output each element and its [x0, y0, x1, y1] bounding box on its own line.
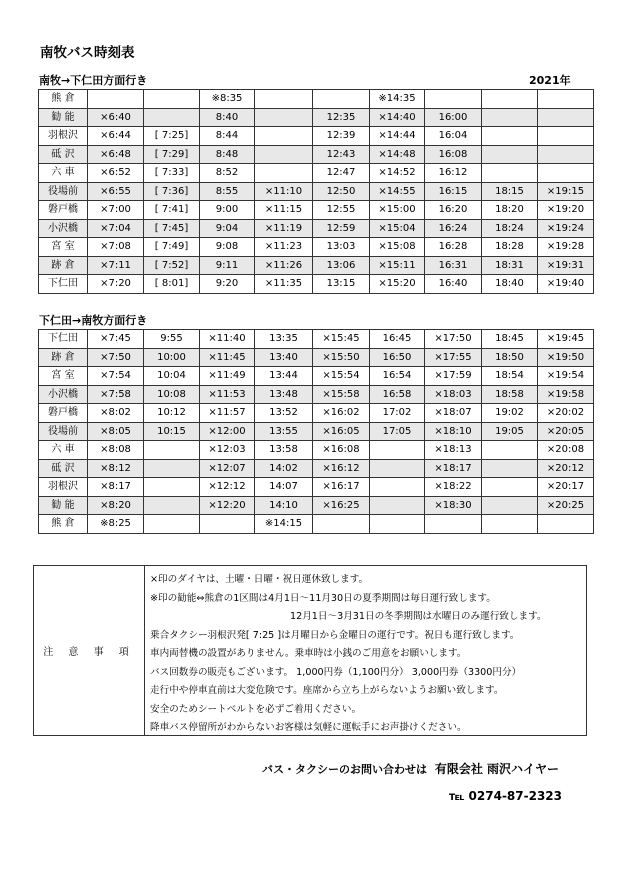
time-cell: ×14:55: [370, 182, 425, 201]
table-row: [39, 256, 594, 275]
time-cell: 18:28: [482, 238, 538, 257]
time-cell: ×19:31: [538, 256, 594, 275]
time-cell: [482, 145, 538, 164]
time-cell: 10:15: [144, 422, 200, 441]
time-cell: ×18:22: [425, 478, 482, 497]
time-cell: 12:50: [313, 182, 370, 201]
time-cell: 16:45: [370, 330, 425, 349]
time-cell: [538, 515, 594, 534]
notes-box: [33, 565, 587, 736]
time-cell: ×17:59: [425, 367, 482, 386]
time-cell: ×19:15: [538, 182, 594, 201]
table-row: [39, 367, 594, 386]
table-row: [39, 478, 594, 497]
stop-name-cell: 熊 倉: [39, 515, 88, 534]
stop-name-cell: 下仁田: [39, 330, 88, 349]
time-cell: [144, 515, 200, 534]
time-cell: [482, 127, 538, 146]
time-cell: [482, 108, 538, 127]
time-cell: [255, 164, 313, 183]
time-cell: [482, 441, 538, 460]
stop-name-cell: 跡 倉: [39, 348, 88, 367]
time-cell: [370, 459, 425, 478]
time-cell: 18:24: [482, 219, 538, 238]
time-cell: 13:35: [255, 330, 313, 349]
time-cell: ×15:50: [313, 348, 370, 367]
stop-name-cell: 勧 能: [39, 108, 88, 127]
time-cell: ×11:35: [255, 275, 313, 294]
stop-name-cell: 羽根沢: [39, 127, 88, 146]
time-cell: 16:12: [425, 164, 482, 183]
table-row: [39, 496, 594, 515]
time-cell: ×17:50: [425, 330, 482, 349]
time-cell: ×14:52: [370, 164, 425, 183]
table-row: [39, 275, 594, 294]
time-cell: ×19:45: [538, 330, 594, 349]
time-cell: ×19:28: [538, 238, 594, 257]
time-cell: 16:31: [425, 256, 482, 275]
time-cell: 16:28: [425, 238, 482, 257]
table-row: [39, 422, 594, 441]
time-cell: [ 7:41]: [144, 201, 200, 220]
time-cell: ×11:23: [255, 238, 313, 257]
time-cell: [144, 90, 200, 109]
time-cell: [144, 496, 200, 515]
stop-name-cell: 熊 倉: [39, 90, 88, 109]
time-cell: [144, 478, 200, 497]
time-cell: ×18:10: [425, 422, 482, 441]
time-cell: ×18:13: [425, 441, 482, 460]
time-cell: ×6:52: [88, 164, 144, 183]
time-cell: [482, 90, 538, 109]
time-cell: 9:08: [200, 238, 255, 257]
time-cell: 13:48: [255, 385, 313, 404]
time-cell: 19:02: [482, 404, 538, 423]
time-cell: ×20:02: [538, 404, 594, 423]
time-cell: ×19:24: [538, 219, 594, 238]
stop-name-cell: 磐戸橋: [39, 201, 88, 220]
note-line: 車内両替機の設置がありません。乗車時は小銭のご用意をお願いします。: [150, 648, 467, 659]
table-row: [39, 182, 594, 201]
time-cell: ×20:05: [538, 422, 594, 441]
time-cell: 10:00: [144, 348, 200, 367]
time-cell: [370, 441, 425, 460]
time-cell: 16:40: [425, 275, 482, 294]
time-cell: ×16:25: [313, 496, 370, 515]
company-name: 有限会社 雨沢ハイヤー: [434, 762, 560, 776]
time-cell: [ 7:45]: [144, 219, 200, 238]
time-cell: ×16:02: [313, 404, 370, 423]
notes-lines: [150, 571, 582, 738]
time-cell: ×16:05: [313, 422, 370, 441]
time-cell: [144, 441, 200, 460]
time-cell: 13:15: [313, 275, 370, 294]
time-cell: [88, 90, 144, 109]
time-cell: 12:59: [313, 219, 370, 238]
time-cell: 18:15: [482, 182, 538, 201]
time-cell: ×8:17: [88, 478, 144, 497]
time-cell: 10:08: [144, 385, 200, 404]
time-cell: ×11:15: [255, 201, 313, 220]
inbound-timetable: [38, 329, 594, 534]
time-cell: [144, 108, 200, 127]
time-cell: 16:24: [425, 219, 482, 238]
time-cell: 8:52: [200, 164, 255, 183]
time-cell: 18:20: [482, 201, 538, 220]
time-cell: 13:40: [255, 348, 313, 367]
time-cell: ×12:03: [200, 441, 255, 460]
table-row: [39, 385, 594, 404]
time-cell: [425, 90, 482, 109]
time-cell: ×16:12: [313, 459, 370, 478]
time-cell: ×15:04: [370, 219, 425, 238]
time-cell: ×19:50: [538, 348, 594, 367]
time-cell: ×12:00: [200, 422, 255, 441]
time-cell: ×7:45: [88, 330, 144, 349]
time-cell: 10:12: [144, 404, 200, 423]
time-cell: 9:20: [200, 275, 255, 294]
time-cell: 16:50: [370, 348, 425, 367]
stop-name-cell: 羽根沢: [39, 478, 88, 497]
time-cell: [370, 478, 425, 497]
time-cell: ×18:07: [425, 404, 482, 423]
time-cell: 13:03: [313, 238, 370, 257]
time-cell: ×19:58: [538, 385, 594, 404]
time-cell: ×8:02: [88, 404, 144, 423]
time-cell: ×16:17: [313, 478, 370, 497]
time-cell: ×6:44: [88, 127, 144, 146]
time-cell: 9:55: [144, 330, 200, 349]
table-row: [39, 201, 594, 220]
time-cell: ×12:20: [200, 496, 255, 515]
time-cell: 18:40: [482, 275, 538, 294]
stop-name-cell: 宮 室: [39, 367, 88, 386]
time-cell: ×7:08: [88, 238, 144, 257]
time-cell: [538, 164, 594, 183]
time-cell: ×15:58: [313, 385, 370, 404]
time-cell: ×8:20: [88, 496, 144, 515]
time-cell: 16:58: [370, 385, 425, 404]
time-cell: 8:55: [200, 182, 255, 201]
time-cell: ×15:11: [370, 256, 425, 275]
time-cell: 8:48: [200, 145, 255, 164]
time-cell: ×20:25: [538, 496, 594, 515]
time-cell: 14:07: [255, 478, 313, 497]
table-row: [39, 459, 594, 478]
time-cell: ×19:40: [538, 275, 594, 294]
notes-label: 注 意 事 項: [34, 566, 145, 735]
time-cell: 10:04: [144, 367, 200, 386]
time-cell: ×11:49: [200, 367, 255, 386]
note-line: 走行中や停車直前は大変危険です。座席から立ち上がらないようお願い致します。: [150, 685, 504, 696]
time-cell: ×11:19: [255, 219, 313, 238]
time-cell: ×7:04: [88, 219, 144, 238]
time-cell: 16:15: [425, 182, 482, 201]
time-cell: 18:58: [482, 385, 538, 404]
time-cell: 8:40: [200, 108, 255, 127]
time-cell: ×18:30: [425, 496, 482, 515]
table-row: [39, 515, 594, 534]
note-line: バス回数券の販売もございます。 1,000円券（1,100円分） 3,000円券（3300円分）: [150, 666, 522, 678]
time-cell: ×6:55: [88, 182, 144, 201]
outbound-timetable: [38, 89, 594, 294]
time-cell: 8:44: [200, 127, 255, 146]
time-cell: ×19:20: [538, 201, 594, 220]
time-cell: 17:02: [370, 404, 425, 423]
time-cell: 12:43: [313, 145, 370, 164]
time-cell: ※14:15: [255, 515, 313, 534]
note-line: 安全のためシートベルトを必ずご着用ください。: [150, 703, 362, 715]
time-cell: ×15:00: [370, 201, 425, 220]
table-row: [39, 127, 594, 146]
time-cell: [255, 90, 313, 109]
time-cell: ×15:08: [370, 238, 425, 257]
stop-name-cell: 磐戸橋: [39, 404, 88, 423]
time-cell: ×7:11: [88, 256, 144, 275]
table-row: [39, 348, 594, 367]
time-cell: [370, 515, 425, 534]
time-cell: ×6:40: [88, 108, 144, 127]
table-row: [39, 145, 594, 164]
note-line: 乗合タクシー羽根沢発[ 7:25 ]は月曜日から金曜日の運行です。祝日も運行致します。: [150, 629, 520, 641]
contact-line: [262, 760, 559, 777]
time-cell: ※8:35: [200, 90, 255, 109]
time-cell: 14:02: [255, 459, 313, 478]
time-cell: 16:04: [425, 127, 482, 146]
table-row: [39, 164, 594, 183]
time-cell: [313, 90, 370, 109]
time-cell: 9:11: [200, 256, 255, 275]
stop-name-cell: 小沢橋: [39, 385, 88, 404]
time-cell: 13:44: [255, 367, 313, 386]
stop-name-cell: 勧 能: [39, 496, 88, 515]
time-cell: [538, 108, 594, 127]
time-cell: 12:47: [313, 164, 370, 183]
time-cell: 16:00: [425, 108, 482, 127]
time-cell: ×7:20: [88, 275, 144, 294]
time-cell: ×20:17: [538, 478, 594, 497]
time-cell: ×11:45: [200, 348, 255, 367]
note-line: 12月1日～3月31日の冬季期間は水曜日のみ運行致します。: [290, 611, 547, 622]
time-cell: [538, 145, 594, 164]
time-cell: [538, 127, 594, 146]
time-cell: [ 7:36]: [144, 182, 200, 201]
time-cell: 18:50: [482, 348, 538, 367]
time-cell: ×11:10: [255, 182, 313, 201]
contact-prefix: バス・タクシーのお問い合わせは: [262, 763, 427, 776]
stop-name-cell: 跡 倉: [39, 256, 88, 275]
time-cell: 19:05: [482, 422, 538, 441]
stop-name-cell: 砥 沢: [39, 459, 88, 478]
time-cell: [538, 90, 594, 109]
table-row: [39, 108, 594, 127]
time-cell: ×20:12: [538, 459, 594, 478]
time-cell: ×15:20: [370, 275, 425, 294]
time-cell: 16:20: [425, 201, 482, 220]
time-cell: 12:35: [313, 108, 370, 127]
inbound-heading: 下仁田→南牧方面行き: [39, 314, 148, 327]
time-cell: ×17:55: [425, 348, 482, 367]
time-cell: 13:58: [255, 441, 313, 460]
time-cell: 16:08: [425, 145, 482, 164]
year-label: 2021年: [529, 74, 571, 87]
time-cell: ×16:08: [313, 441, 370, 460]
time-cell: ×12:12: [200, 478, 255, 497]
time-cell: ×11:53: [200, 385, 255, 404]
time-cell: ×8:12: [88, 459, 144, 478]
page-title: 南牧バス時刻表: [40, 45, 135, 61]
time-cell: [ 7:52]: [144, 256, 200, 275]
table-row: [39, 219, 594, 238]
time-cell: [482, 515, 538, 534]
time-cell: 18:31: [482, 256, 538, 275]
time-cell: 13:06: [313, 256, 370, 275]
time-cell: ※14:35: [370, 90, 425, 109]
time-cell: ×20:08: [538, 441, 594, 460]
time-cell: [370, 496, 425, 515]
stop-name-cell: 役場前: [39, 182, 88, 201]
time-cell: [482, 164, 538, 183]
time-cell: ×8:08: [88, 441, 144, 460]
time-cell: [255, 145, 313, 164]
time-cell: ×7:58: [88, 385, 144, 404]
time-cell: ×14:48: [370, 145, 425, 164]
time-cell: ×7:54: [88, 367, 144, 386]
time-cell: 9:00: [200, 201, 255, 220]
time-cell: ×6:48: [88, 145, 144, 164]
time-cell: ×18:17: [425, 459, 482, 478]
table-row: [39, 404, 594, 423]
time-cell: ×11:57: [200, 404, 255, 423]
time-cell: 9:04: [200, 219, 255, 238]
stop-name-cell: 役場前: [39, 422, 88, 441]
table-row: [39, 330, 594, 349]
time-cell: [ 7:25]: [144, 127, 200, 146]
time-cell: 13:52: [255, 404, 313, 423]
time-cell: ×7:50: [88, 348, 144, 367]
time-cell: ※8:25: [88, 515, 144, 534]
time-cell: ×14:40: [370, 108, 425, 127]
time-cell: ×7:00: [88, 201, 144, 220]
time-cell: 18:45: [482, 330, 538, 349]
time-cell: [482, 496, 538, 515]
time-cell: ×15:54: [313, 367, 370, 386]
time-cell: ×19:54: [538, 367, 594, 386]
phone-number: ℡ 0274-87-2323: [449, 789, 563, 803]
time-cell: 12:55: [313, 201, 370, 220]
time-cell: ×11:40: [200, 330, 255, 349]
time-cell: ×12:07: [200, 459, 255, 478]
time-cell: ×8:05: [88, 422, 144, 441]
stop-name-cell: 宮 室: [39, 238, 88, 257]
time-cell: 12:39: [313, 127, 370, 146]
time-cell: [255, 127, 313, 146]
time-cell: [ 8:01]: [144, 275, 200, 294]
outbound-heading: 南牧→下仁田方面行き: [39, 74, 148, 87]
note-line: 降車バス停留所がわからないお客様は気軽に運転手にお声掛けください。: [150, 722, 467, 733]
time-cell: ×15:45: [313, 330, 370, 349]
time-cell: [482, 478, 538, 497]
note-line: ×印のダイヤは、土曜・日曜・祝日運休致します。: [150, 574, 369, 585]
stop-name-cell: 六 車: [39, 441, 88, 460]
note-line: ※印の勧能⇔熊倉の1区間は4月1日～11月30日の夏季期間は毎日運行致します。: [150, 592, 496, 604]
time-cell: ×18:03: [425, 385, 482, 404]
time-cell: [313, 515, 370, 534]
stop-name-cell: 小沢橋: [39, 219, 88, 238]
stop-name-cell: 下仁田: [39, 275, 88, 294]
time-cell: 17:05: [370, 422, 425, 441]
time-cell: 14:10: [255, 496, 313, 515]
time-cell: [425, 515, 482, 534]
table-row: [39, 238, 594, 257]
time-cell: [255, 108, 313, 127]
time-cell: [ 7:29]: [144, 145, 200, 164]
time-cell: 18:54: [482, 367, 538, 386]
time-cell: ×11:26: [255, 256, 313, 275]
time-cell: [ 7:33]: [144, 164, 200, 183]
stop-name-cell: 六 車: [39, 164, 88, 183]
time-cell: [200, 515, 255, 534]
time-cell: [482, 459, 538, 478]
table-row: [39, 441, 594, 460]
time-cell: ×14:44: [370, 127, 425, 146]
time-cell: 16:54: [370, 367, 425, 386]
time-cell: [ 7:49]: [144, 238, 200, 257]
stop-name-cell: 砥 沢: [39, 145, 88, 164]
table-row: [39, 90, 594, 109]
time-cell: 13:55: [255, 422, 313, 441]
time-cell: [144, 459, 200, 478]
